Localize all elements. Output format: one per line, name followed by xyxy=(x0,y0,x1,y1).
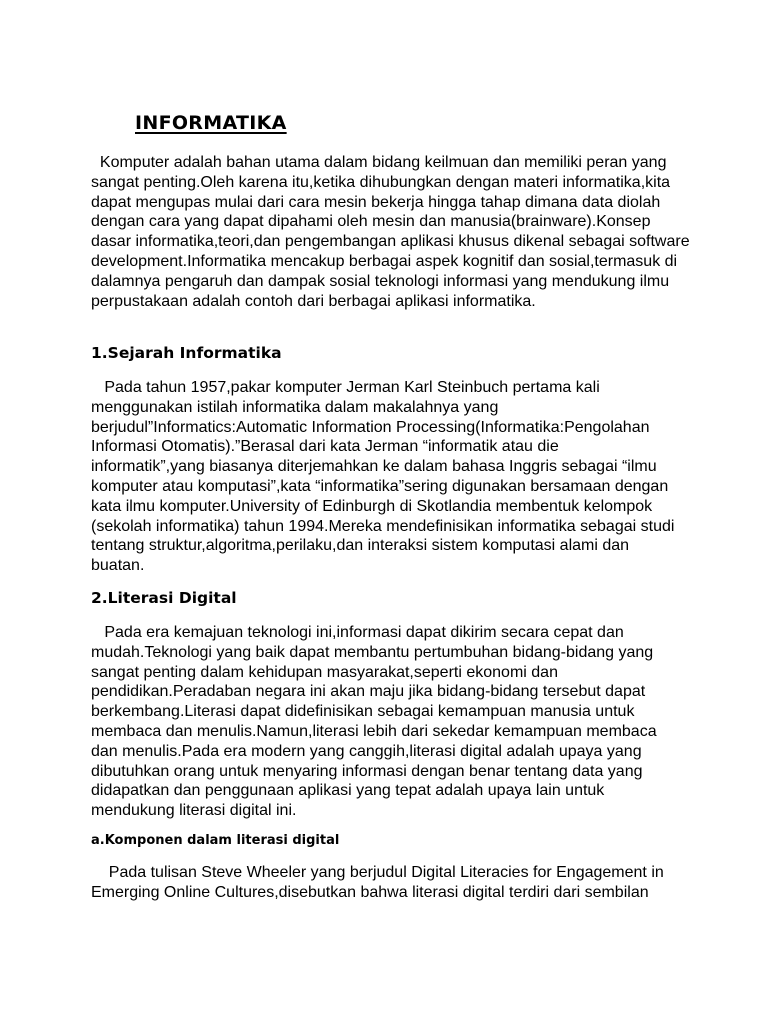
intro-paragraph: Komputer adalah bahan utama dalam bidang keilmuan dan memiliki peran yang sangat penting.Oleh karena itu,ketika dihubungkan dengan materi informatika,kita dapat mengupas mulai dari cara mesin bekerja hingga tahap dimana data diolah dengan cara yang dapat dipahami oleh mesin dan manusia(brainware).Konsep dasar informatika,teori,dan pengembangan aplikasi khusus dikenal sebagai software development.Informatika mencakup berbagai aspek kognitif dan sosial,termasuk di dalamnya pengaruh dan dampak sosial teknologi informasi yang mendukung ilmu perpustakaan adalah contoh dari berbagai aplikasi informatika. xyxy=(91,154,695,310)
section-paragraph-sejarah: Pada tahun 1957,pakar komputer Jerman Karl Steinbuch pertama kali menggunakan istilah informatika dalam makalahnya yang berjudul”Informatics:Automatic Information Processing(Informatika:Pengolahan Informasi Otomatis).”Berasal dari kata Jerman “informatik atau die informatik”,yang biasanya diterjemahkan ke dalam bahasa Inggris sebagai “ilmu komputer atau komputasi”,kata “informatika”sering digunakan bersamaan dengan kata ilmu komputer.University of Edinburgh di Skotlandia membentuk kelompok (sekolah informatika) tahun 1994.Mereka mendefinisikan informatika sebagai studi tentang struktur,algoritma,perilaku,dan interaksi sistem komputasi alami dan buatan. xyxy=(91,379,679,575)
section-heading-literasi-digital: 2.Literasi Digital xyxy=(91,589,237,607)
section-heading-sejarah: 1.Sejarah Informatika xyxy=(91,344,282,362)
subsection-heading-komponen: a.Komponen dalam literasi digital xyxy=(91,833,340,848)
section-paragraph-literasi-digital: Pada era kemajuan teknologi ini,informasi dapat dikirim secara cepat dan mudah.Teknologi yang baik dapat membantu pertumbuhan bidang-bidang yang sangat penting dalam kehidupan masyarakat,seperti ekonomi dan pendidikan.Peradaban negara ini akan maju jika bidang-bidang tersebut dapat berkembang.Literasi dapat didefinisikan sebagai kemampuan manusia untuk membaca dan menulis.Namun,literasi lebih dari sekedar kemampuan membaca dan menulis.Pada era modern yang canggih,literasi digital adalah upaya yang dibutuhkan orang untuk menyaring informasi dengan benar tentang data yang didapatkan dan penggunaan aplikasi yang tepat adalah upaya lain untuk mendukung literasi digital ini. xyxy=(91,624,662,820)
document-title: INFORMATIKA xyxy=(135,112,287,134)
subsection-paragraph-komponen: Pada tulisan Steve Wheeler yang berjudul Digital Literacies for Engagement in Emerging Online Cultures,disebutkan bahwa literasi digital terdiri dari sembilan xyxy=(91,864,669,901)
